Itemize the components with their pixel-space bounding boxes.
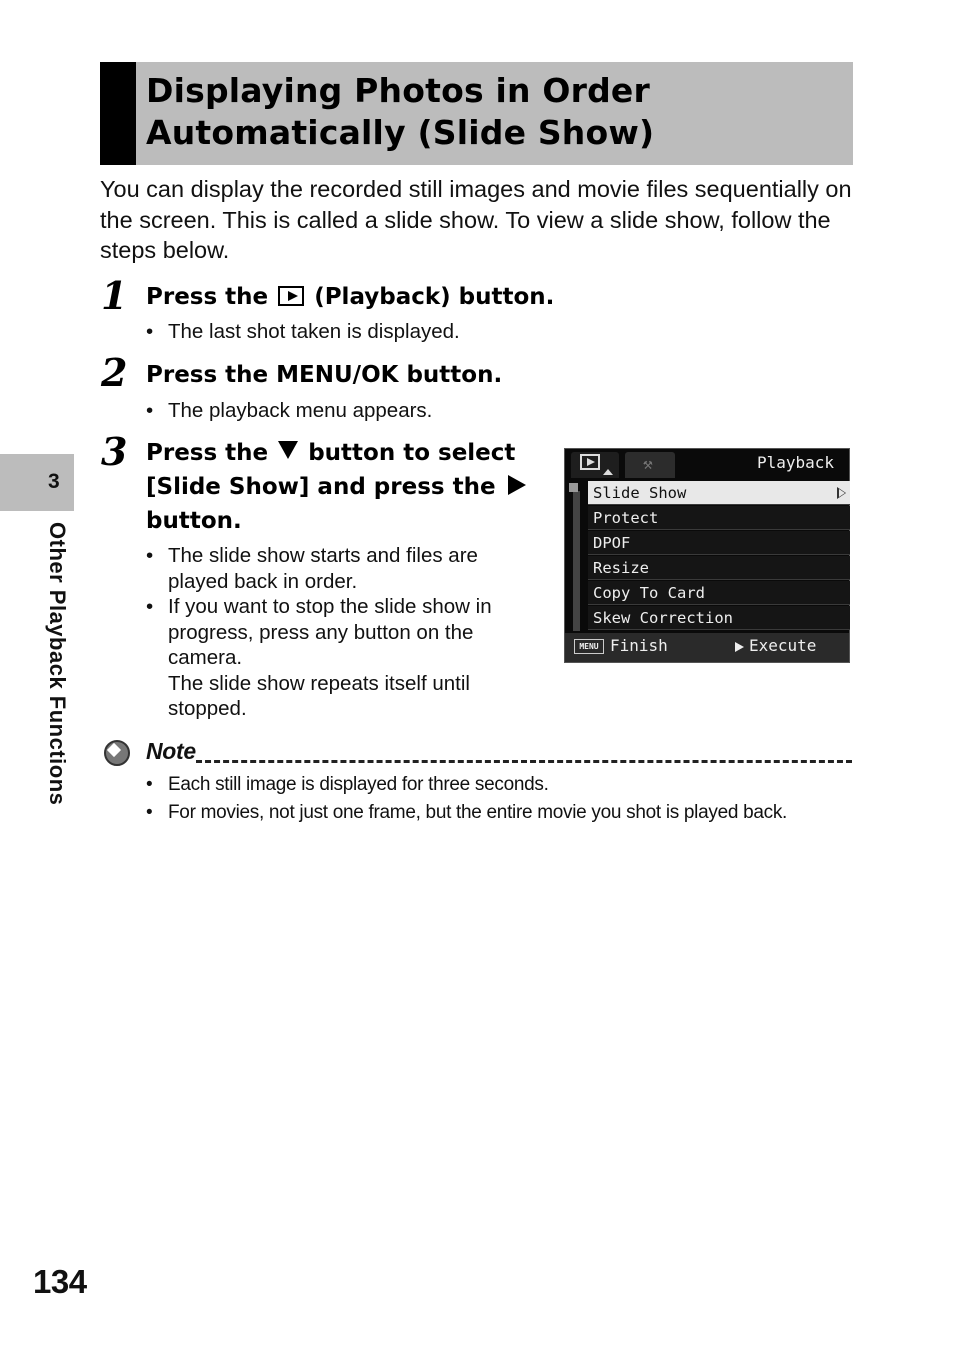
note-divider <box>196 760 852 763</box>
step-1-bullets <box>146 319 566 345</box>
step-3-heading: Press the button to select [Slide Show] and press the button. <box>146 436 546 538</box>
camera-playback-menu-screen <box>564 448 850 663</box>
intro-paragraph: You can display the recorded still images and movie files sequentially on the screen. This is called a slide show. To view a slide show, follow the steps below. <box>100 176 852 263</box>
footer-execute-label: Execute <box>749 636 817 655</box>
list-item: • The playback menu appears. <box>146 399 433 422</box>
page-number: 134 <box>33 1263 87 1300</box>
menu-item-copy-to-card: Copy To Card <box>588 581 850 605</box>
submenu-arrow-icon <box>837 487 846 499</box>
step-1-heading: Press the (Playback) button. <box>146 284 555 310</box>
list-item: • If you want to stop the slide show in <box>146 595 492 618</box>
menu-item-slide-show: Slide Show <box>588 481 850 505</box>
chapter-title: Other Playback Functions <box>45 522 70 806</box>
step-number-3: 3 <box>101 429 128 474</box>
step-number-1: 1 <box>101 273 128 318</box>
menu-item-resize: Resize <box>588 556 850 580</box>
list-item: • The last shot taken is displayed. <box>146 320 460 343</box>
menu-item-dpof: DPOF <box>588 531 850 555</box>
chapter-tab <box>0 454 74 511</box>
playback-button-icon <box>278 286 304 306</box>
menu-item-skew-correction: Skew Correction <box>588 606 850 630</box>
list-item: • For movies, not just one frame, but the entire movie you shot is played back. <box>146 802 787 823</box>
setup-tools-icon: ⚒ <box>643 454 653 473</box>
step-number-2: 2 <box>101 350 128 395</box>
tab-caret-icon <box>603 469 613 475</box>
footer-finish-label: Finish <box>610 636 668 655</box>
menu-button-icon: MENU <box>574 639 604 654</box>
screen-title: Playback <box>757 453 835 472</box>
note-bullets <box>146 771 866 827</box>
title-accent-block <box>100 62 136 165</box>
title-banner <box>100 62 853 165</box>
step-2-heading: Press the MENU/OK button. <box>146 362 503 388</box>
playback-icon <box>580 454 600 470</box>
list-item: • The slide show starts and files are <box>146 544 478 567</box>
step-2-bullets <box>146 398 566 424</box>
page-title: Displaying Photos in Order Automatically (Slide Show) <box>146 71 655 152</box>
step-3-bullets: • The slide show starts and files are played back in order. • If you want to stop the slide show in progress, press any button on the camera. The slide show repeats itself until stopped. <box>146 543 546 722</box>
chapter-number: 3 <box>48 470 60 493</box>
execute-arrow-icon <box>735 642 744 652</box>
menu-item-protect: Protect <box>588 506 850 530</box>
screen-footer <box>565 633 849 662</box>
right-arrow-icon <box>508 475 526 495</box>
down-arrow-icon <box>278 441 298 459</box>
note-label: Note <box>146 738 196 764</box>
note-icon <box>104 740 130 766</box>
list-item: • Each still image is displayed for three seconds. <box>146 774 549 795</box>
menu-scrollbar <box>573 491 580 631</box>
menu-scroll-thumb <box>569 483 578 492</box>
